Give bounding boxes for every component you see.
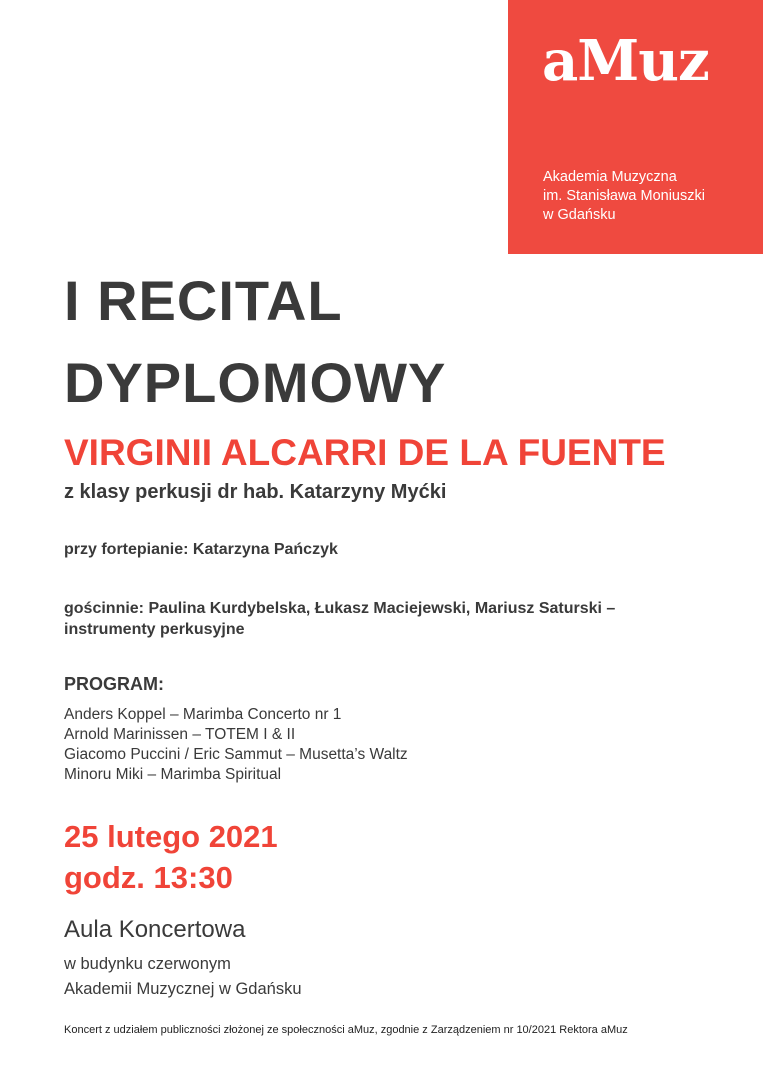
title-line-1: I RECITAL: [64, 269, 343, 332]
class-line: z klasy perkusji dr hab. Katarzyny Myćki: [64, 481, 447, 503]
institution-name: [543, 168, 705, 225]
amuz-logo: aMuz: [542, 28, 709, 94]
guests-line: instrumenty perkusyjne: [64, 621, 245, 638]
institution-line: w Gdańsku: [543, 207, 616, 223]
title-line-2: DYPLOMOWY: [64, 351, 447, 414]
program-item: Anders Koppel – Marimba Concerto nr 1: [64, 706, 342, 723]
program-item: Minoru Miki – Marimba Spiritual: [64, 766, 282, 783]
venue-line: Akademii Muzycznej w Gdańsku: [64, 980, 302, 998]
footer-note: Koncert z udziałem publiczności złożonej ze społeczności aMuz, zgodnie z Zarządzeniem nr 10/2021 Rektora aMuz: [64, 1024, 628, 1036]
piano-line: przy fortepianie: Katarzyna Pańczyk: [64, 541, 338, 558]
guests-line: gościnnie: Paulina Kurdybelska, Łukasz Maciejewski, Mariusz Saturski –: [64, 600, 616, 617]
program-list: [64, 705, 408, 785]
institution-line: im. Stanisława Moniuszki: [543, 188, 705, 204]
venue-line: w budynku czerwonym: [64, 955, 231, 973]
program-item: Giacomo Puccini / Eric Sammut – Musetta’s Waltz: [64, 746, 408, 763]
performer-name: VIRGINII ALCARRI DE LA FUENTE: [64, 432, 666, 473]
guests: [64, 598, 615, 640]
venue-name: Aula Koncertowa: [64, 916, 246, 943]
program-heading: PROGRAM:: [64, 674, 164, 694]
logo-box: [508, 0, 763, 254]
concert-time: godz. 13:30: [64, 860, 233, 895]
venue-details: [64, 952, 302, 1002]
program-item: Arnold Marinissen – TOTEM I & II: [64, 726, 296, 743]
concert-date: 25 lutego 2021: [64, 819, 278, 854]
institution-line: Akademia Muzyczna: [543, 169, 677, 185]
